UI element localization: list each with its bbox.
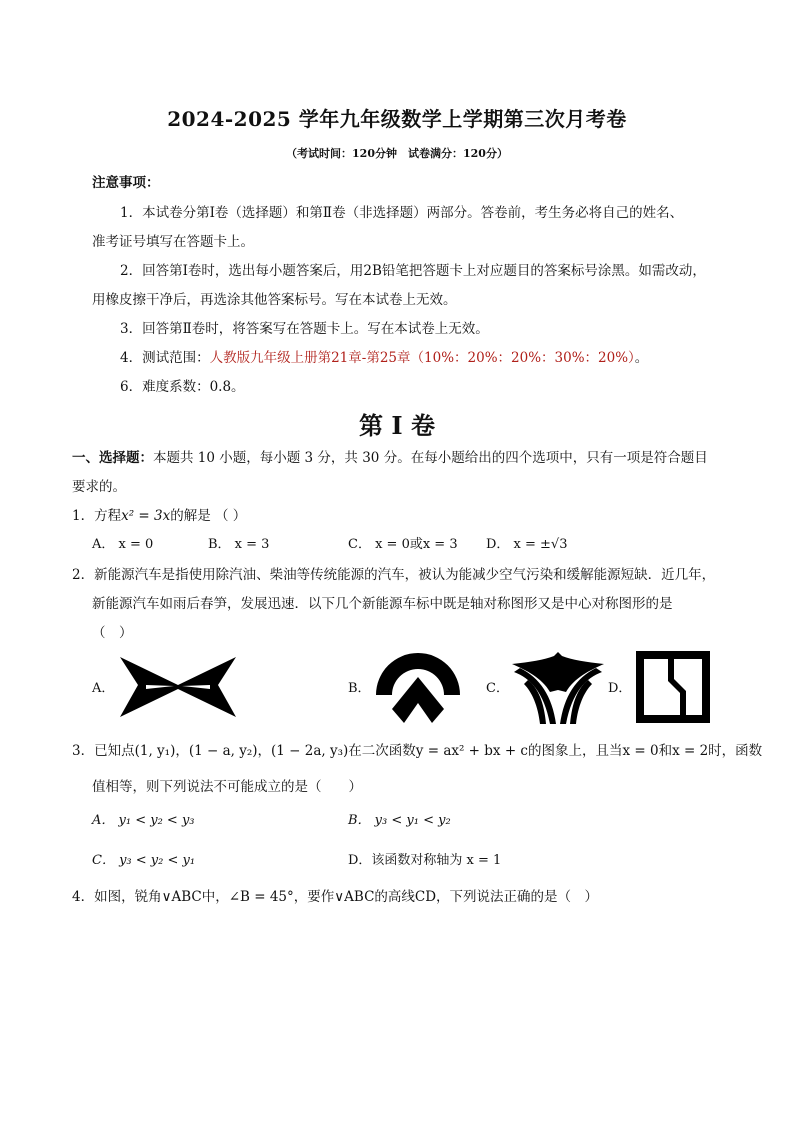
section-title: 第 I 卷 (359, 411, 435, 440)
notes-item-2-line-1: 2．回答第Ⅰ卷时，选出每小题答案后，用2B铅笔把答题卡上对应题目的答案标号涂黑。如需改动， (120, 263, 706, 279)
notes-item-1-line-2: 准考证号填写在答题卡上。 (92, 234, 254, 250)
q1-option-a: A． x = 0 (92, 537, 154, 552)
notes-item-4 (120, 349, 648, 367)
q2-line-2: 新能源汽车如雨后春笋，发展迅速．以下几个新能源车标中既是轴对称图形又是中心对称图形的是 (92, 596, 673, 612)
part1-line-1 (72, 449, 708, 467)
car-logo-d-icon (636, 651, 710, 723)
car-logo-b-icon (374, 651, 462, 725)
part1-line-2: 要求的。 (72, 479, 126, 495)
notes-item-4-prefix: 4．测试范围： (120, 350, 210, 366)
q1-stem-prefix: 1．方程 (72, 508, 122, 524)
q3-option-d: D．该函数对称轴为 x = 1 (348, 853, 502, 868)
part1-desc: 本题共 10 小题，每小题 3 分，共 30 分。在每小题给出的四个选项中，只有一项是符合题目 (153, 450, 708, 466)
q1-stem (72, 507, 246, 525)
notes-item-6: 6．难度系数：0.8。 (120, 379, 245, 395)
notes-item-1-line-1: 1．本试卷分第Ⅰ卷（选择题）和第Ⅱ卷（非选择题）两部分。答卷前，考生务必将自己的姓名、 (120, 205, 684, 221)
q2-line-1: 2．新能源汽车是指使用除汽油、柴油等传统能源的汽车，被认为能减少空气污染和缓解能源短缺．近几年， (72, 567, 716, 583)
q1-stem-suffix: 的解是 （ ） (170, 508, 247, 524)
exam-subtitle: （考试时间：120分钟 试卷满分：120分） (286, 147, 508, 160)
notes-item-4-range: 人教版九年级上册第21章-第25章（10%：20%：20%：30%：20%） (209, 350, 635, 366)
notes-item-3: 3．回答第Ⅱ卷时，将答案写在答题卡上。写在本试卷上无效。 (120, 321, 489, 337)
q2-option-b: B． (348, 681, 371, 696)
q1-stem-math: x² = 3x (121, 508, 171, 524)
q3-line-1: 3．已知点(1, y₁)，(1 − a, y₂)，(1 − 2a, y₃)在二次函数y = ax² + bx + c的图象上，且当x = 0和x = 2时，函数 (72, 743, 763, 759)
q2-line-3: （ ） (92, 625, 133, 641)
notes-item-4-suffix: 。 (634, 350, 649, 366)
exam-title: 2024-2025 学年九年级数学上学期第三次月考卷 (167, 107, 627, 131)
q3-option-b: B． y₃ < y₁ < y₂ (348, 813, 451, 828)
car-logo-a-icon (118, 655, 238, 719)
q1-option-d: D． x = ±√3 (486, 537, 568, 552)
q3-option-a: A． y₁ < y₂ < y₃ (92, 813, 195, 828)
notes-item-2-line-2: 用橡皮擦干净后，再选涂其他答案标号。写在本试卷上无效。 (92, 292, 457, 308)
q3-line-2: 值相等，则下列说法不可能成立的是（ ） (92, 779, 362, 795)
car-logo-c-icon (510, 650, 606, 726)
part1-prefix: 一、选择题： (72, 450, 153, 466)
q2-option-d: D． (608, 681, 632, 696)
q2-option-a: A． (92, 681, 115, 696)
q4-line-1: 4．如图，锐角∨ABC中，∠B = 45°，要作∨ABC的高线CD，下列说法正确的是（ ） (72, 889, 599, 905)
q3-option-c: C． y₃ < y₂ < y₁ (92, 853, 196, 868)
q1-option-c: C． x = 0或x = 3 (348, 537, 458, 552)
notes-heading: 注意事项： (92, 175, 160, 191)
q2-option-c: C． (486, 681, 509, 696)
q1-option-b: B． x = 3 (208, 537, 270, 552)
